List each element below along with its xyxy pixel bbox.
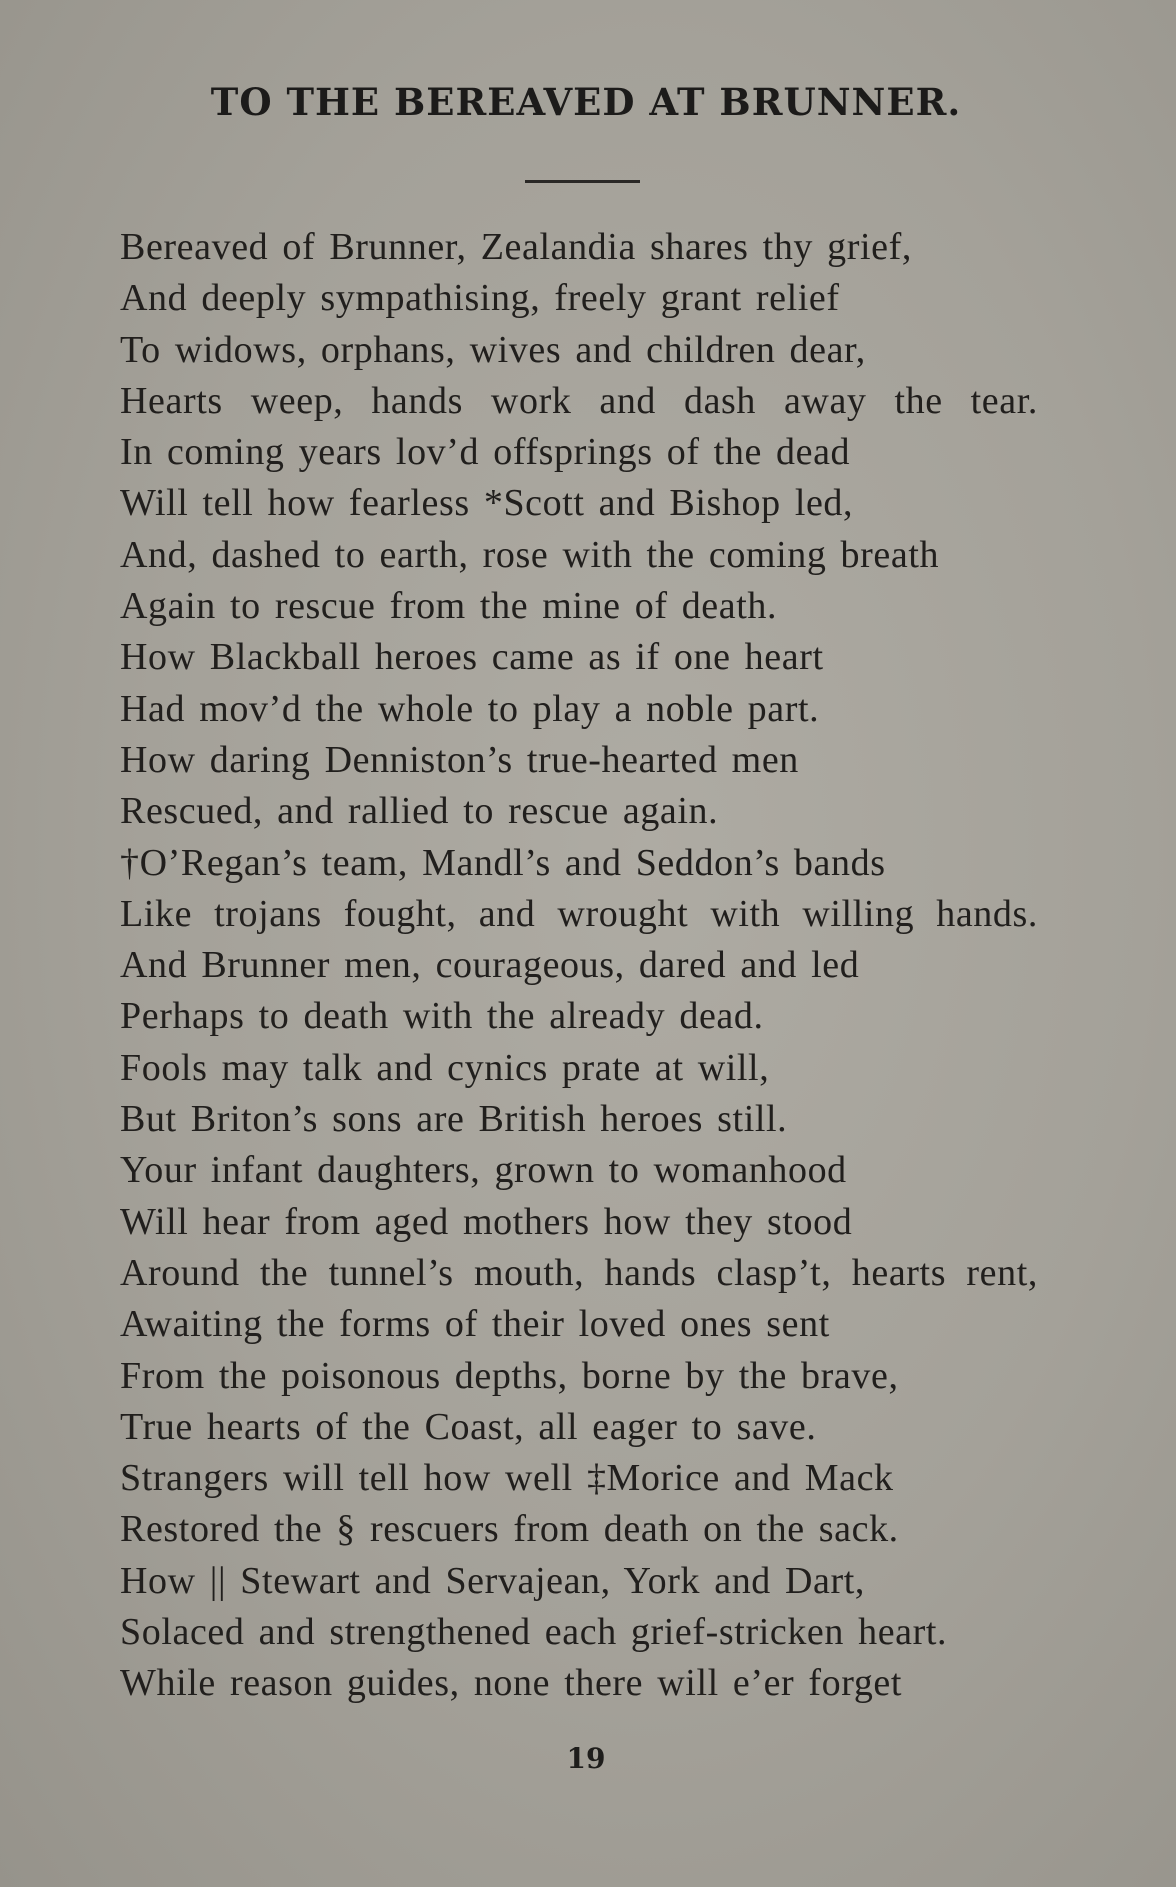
page-number: 19 <box>566 1742 606 1775</box>
poem-line: And Brunner men, courageous, dared and led <box>120 944 860 987</box>
poem-line: Solaced and strengthened each grief-stricken heart. <box>120 1611 948 1654</box>
poem-line: Fools may talk and cynics prate at will, <box>120 1046 770 1089</box>
title-divider <box>525 180 640 183</box>
poem-line: Bereaved of Brunner, Zealandia shares thy grief, <box>120 226 912 268</box>
poem-line: Strangers will tell how well ‡Morice and Mack <box>120 1457 894 1500</box>
poem-line: And deeply sympathising, freely grant relief <box>120 277 840 320</box>
poem-line: To widows, orphans, wives and children dear, <box>120 328 866 371</box>
poem-line: Like trojans fought, and wrought with willing hands. <box>120 892 1038 935</box>
poem-line: But Briton’s sons are British heroes still. <box>120 1098 788 1141</box>
poem-line: Awaiting the forms of their loved ones sent <box>120 1303 830 1346</box>
poem-body <box>120 222 1080 1710</box>
poem-line: †O’Regan’s team, Mandl’s and Seddon’s bands <box>120 841 886 884</box>
poem-line: How Blackball heroes came as if one heart <box>120 636 824 679</box>
poem-line: In coming years lov’d offsprings of the dead <box>120 431 851 474</box>
poem-title: TO THE BEREAVED AT BRUNNER. <box>210 80 962 124</box>
poem-line: How daring Denniston’s true-hearted men <box>120 738 799 781</box>
poem-line: Around the tunnel’s mouth, hands clasp’t, hearts rent, <box>120 1251 1038 1294</box>
poem-line: Will tell how fearless *Scott and Bishop led, <box>120 482 854 525</box>
poem-line: Restored the § rescuers from death on the sack. <box>120 1508 899 1551</box>
poem-line: And, dashed to earth, rose with the coming breath <box>120 533 940 576</box>
poem-line: Will hear from aged mothers how they stood <box>120 1200 853 1243</box>
poem-line: From the poisonous depths, borne by the brave, <box>120 1354 899 1397</box>
poem-line: Your infant daughters, grown to womanhood <box>120 1149 847 1192</box>
poem-line: Perhaps to death with the already dead. <box>120 995 764 1038</box>
poem-line: While reason guides, none there will e’er forget <box>120 1662 903 1705</box>
poem-line: True hearts of the Coast, all eager to save. <box>120 1405 817 1448</box>
poem-line: Had mov’d the whole to play a noble part. <box>120 687 820 730</box>
poem-line: Again to rescue from the mine of death. <box>120 585 778 628</box>
poem-line: Rescued, and rallied to rescue again. <box>120 790 719 833</box>
poem-line: Hearts weep, hands work and dash away the tear. <box>120 379 1038 422</box>
poem-line: How || Stewart and Servajean, York and Dart, <box>120 1559 866 1602</box>
